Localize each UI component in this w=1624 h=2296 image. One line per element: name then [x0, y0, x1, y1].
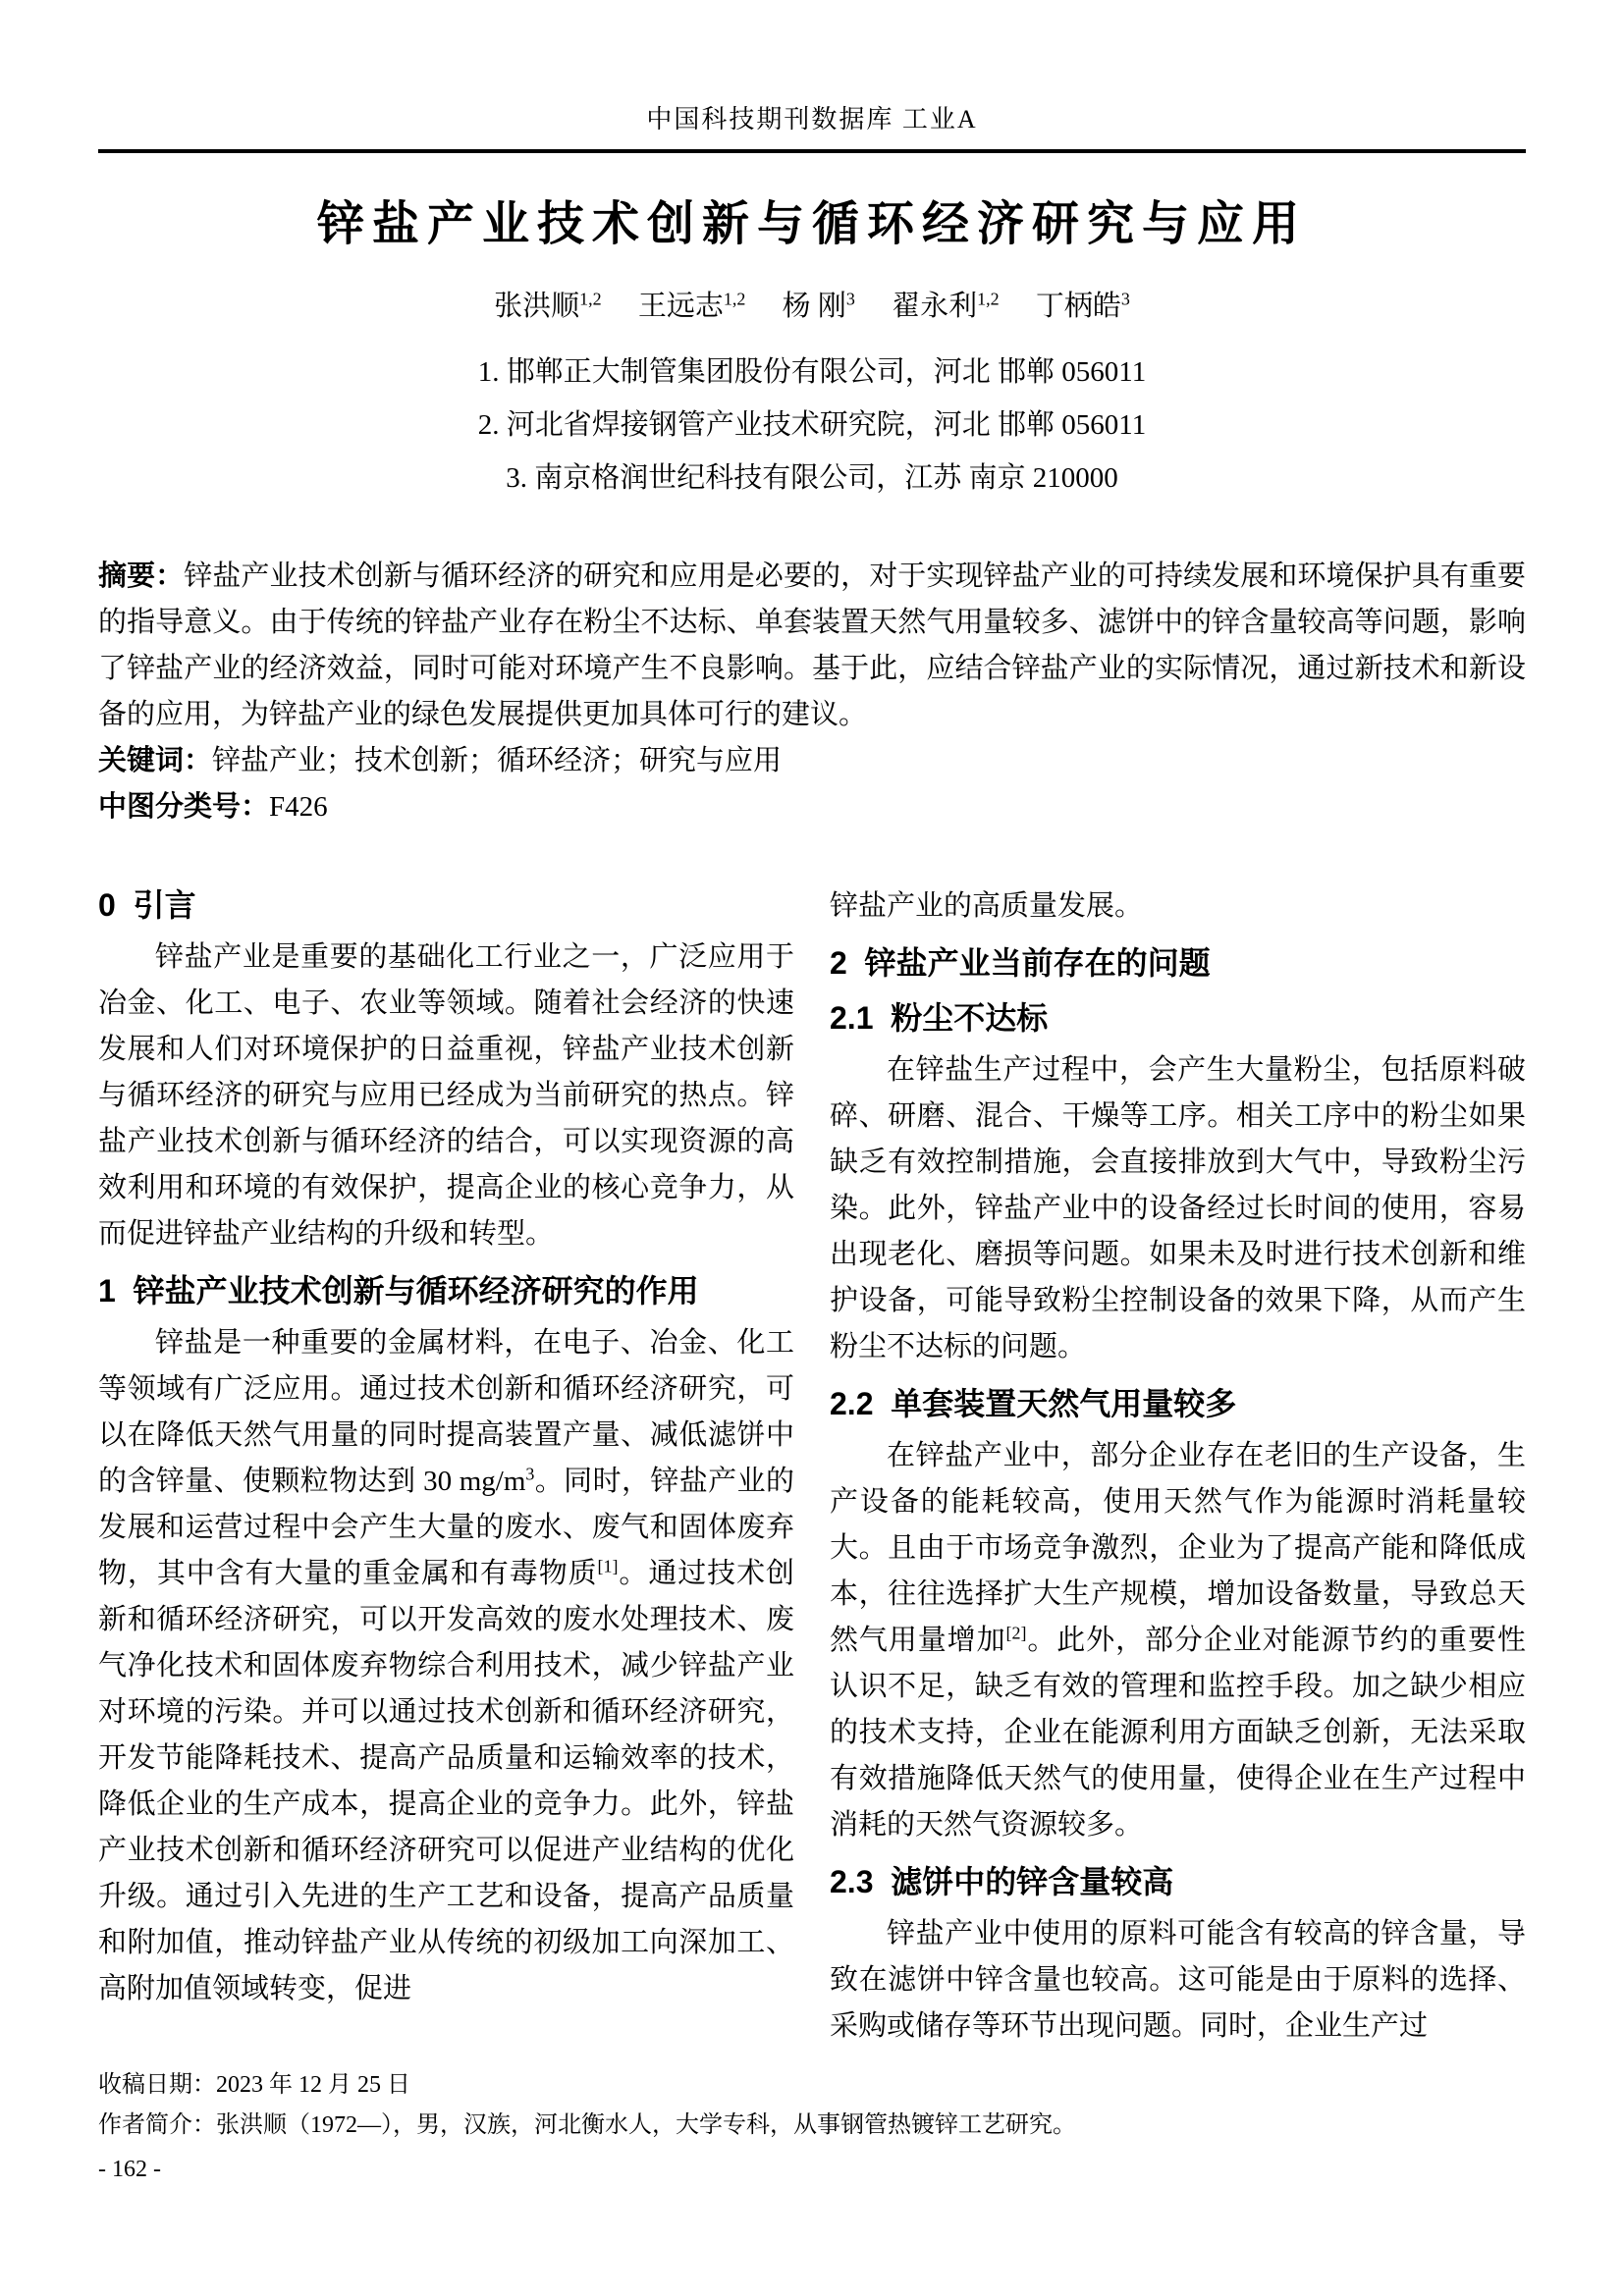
- author-name: 杨 刚$^3$: [782, 289, 855, 322]
- superscript-ref: 3: [525, 1464, 535, 1483]
- keywords-label: 关键词：: [98, 744, 213, 776]
- author-affiliation-superscript: 1,2: [723, 289, 746, 308]
- body-paragraph: 在锌盐产业中，部分企业存在老旧的生产设备，生产设备的能耗较高，使用天然气作为能源时消耗量较大。且由于市场竞争激烈，企业为了提高产能和降低成本，往往选择扩大生产规模，增加设备数量，导致总天然气用量增加[2]。此外，部分企业对能源节约的重要性认识不足，缺乏有效的管理和监控手段。加之缺少相应的技术支持，企业在能源利用方面缺乏创新，无法采取有效措施降低天然气的使用量，使得企业在生产过程中消耗的天然气资源较多。: [830, 1439, 1526, 1841]
- affiliation-line: 1. 邯郸正大制管集团股份有限公司，河北 邯郸 056011: [477, 355, 1147, 388]
- author-affiliation-superscript: 3: [845, 289, 855, 308]
- body-columns: [98, 883, 1526, 2050]
- journal-header: 中国科技期刊数据库 工业A: [646, 105, 978, 133]
- author-line: [98, 279, 1526, 326]
- section-heading: 0 引言: [98, 886, 196, 923]
- body-paragraph: 锌盐产业中使用的原料可能含有较高的锌含量，导致在滤饼中锌含量也较高。这可能是由于原料的选择、采购或储存等环节出现问题。同时，企业生产过: [830, 1917, 1526, 2042]
- meta-block: [98, 554, 1526, 830]
- affiliation-list: [98, 346, 1526, 505]
- subsection-heading: 2.1 粉尘不达标: [830, 999, 1049, 1036]
- page-number: - 162 -: [98, 2157, 161, 2182]
- section-heading: 1 锌盐产业技术创新与循环经济研究的作用: [98, 1272, 699, 1308]
- abstract-label: 摘要：: [98, 560, 185, 592]
- body-paragraph: 锌盐产业是重要的基础化工行业之一，广泛应用于冶金、化工、电子、农业等领域。随着社会经济的快速发展和人们对环境保护的日益重视，锌盐产业技术创新与循环经济的研究与应用已经成为当前研究的热点。锌盐产业技术创新与循环经济的结合，可以实现资源的高效利用和环境的有效保护，提高企业的核心竞争力，从而促进锌盐产业结构的升级和转型。: [98, 940, 794, 1250]
- header-rule: [98, 149, 1526, 153]
- author-affiliation-superscript: 1,2: [977, 289, 1000, 308]
- clc-number: [98, 784, 1526, 830]
- author-name: 张洪顺$^{1,2}$: [494, 289, 602, 322]
- affiliation-line: 2. 河北省焊接钢管产业技术研究院，河北 邯郸 056011: [477, 408, 1147, 441]
- section-heading: 2 锌盐产业当前存在的问题: [830, 944, 1211, 981]
- author-affiliation-superscript: 3: [1120, 289, 1130, 308]
- author-affiliation-superscript: 1,2: [579, 289, 602, 308]
- received-date: 收稿日期：2023 年 12 月 25 日: [98, 2072, 410, 2098]
- right-column: [830, 883, 1526, 2050]
- author-name: 翟永利$^{1,2}$: [892, 289, 1000, 322]
- left-column: [98, 883, 794, 2050]
- body-paragraph: 锌盐是一种重要的金属材料，在电子、冶金、化工等领域有广泛应用。通过技术创新和循环经济研究，可以在降低天然气用量的同时提高装置产量、减低滤饼中的含锌量、使颗粒物达到 30 $mg/m^3$。同时，锌盐产业的发展和运营过程中会产生大量的废水、废气和固体废弃物，其中含有大量的重金属和有毒物质[1]。通过技术创新和循环经济研究，可以开发高效的废水处理技术、废气净化技术和固体废弃物综合利用技术，减少锌盐产业对环境的污染。并可以通过技术创新和循环经济研究，开发节能降耗技术、提高产品质量和运输效率的技术，降低企业的生产成本，提高企业的竞争力。此外，锌盐产业技术创新和循环经济研究可以促进产业结构的优化升级。通过引入先进的生产工艺和设备，提高产品质量和附加值，推动锌盐产业从传统的初级加工向深加工、高附加值领域转变，促进: [98, 1326, 794, 2004]
- body-paragraph: 锌盐产业的高质量发展。: [830, 889, 1144, 922]
- abstract: [98, 554, 1526, 738]
- clc-value: F426: [269, 790, 328, 823]
- clc-label: 中图分类号：: [98, 790, 270, 823]
- subsection-heading: 2.3 滤饼中的锌含量较高: [830, 1863, 1174, 1899]
- superscript-ref: [2]: [1005, 1623, 1027, 1642]
- author-bio: 作者简介：张洪顺（1972—），男，汉族，河北衡水人，大学专科，从事钢管热镀锌工艺研究。: [98, 2112, 1076, 2138]
- keywords-text: 锌盐产业；技术创新；循环经济；研究与应用: [212, 744, 783, 776]
- author-name: 丁柄皓$^3$: [1035, 289, 1130, 322]
- abstract-text: 锌盐产业技术创新与循环经济的研究和应用是必要的，对于实现锌盐产业的可持续发展和环境保护具有重要的指导意义。由于传统的锌盐产业存在粉尘不达标、单套装置天然气用量较多、滤饼中的锌含量较高等问题，影响了锌盐产业的经济效益，同时可能对环境产生不良影响。基于此，应结合锌盐产业的实际情况，通过新技术和新设备的应用，为锌盐产业的绿色发展提供更加具体可行的建议。: [98, 560, 1526, 730]
- footnote-block: [98, 2065, 1526, 2190]
- body-paragraph: 在锌盐生产过程中，会产生大量粉尘，包括原料破碎、研磨、混合、干燥等工序。相关工序中的粉尘如果缺乏有效控制措施，会直接排放到大气中，导致粉尘污染。此外，锌盐产业中的设备经过长时间的使用，容易出现老化、磨损等问题。如果未及时进行技术创新和维护设备，可能导致粉尘控制设备的效果下降，从而产生粉尘不达标的问题。: [830, 1053, 1526, 1362]
- paper-title: 锌盐产业技术创新与循环经济研究与应用: [316, 198, 1307, 250]
- affiliation-line: 3. 南京格润世纪科技有限公司，江苏 南京 210000: [506, 461, 1118, 494]
- subsection-heading: 2.2 单套装置天然气用量较多: [830, 1385, 1237, 1421]
- author-name: 王远志$^{1,2}$: [637, 289, 746, 322]
- keywords: [98, 738, 1526, 784]
- superscript-ref: [1]: [597, 1556, 619, 1575]
